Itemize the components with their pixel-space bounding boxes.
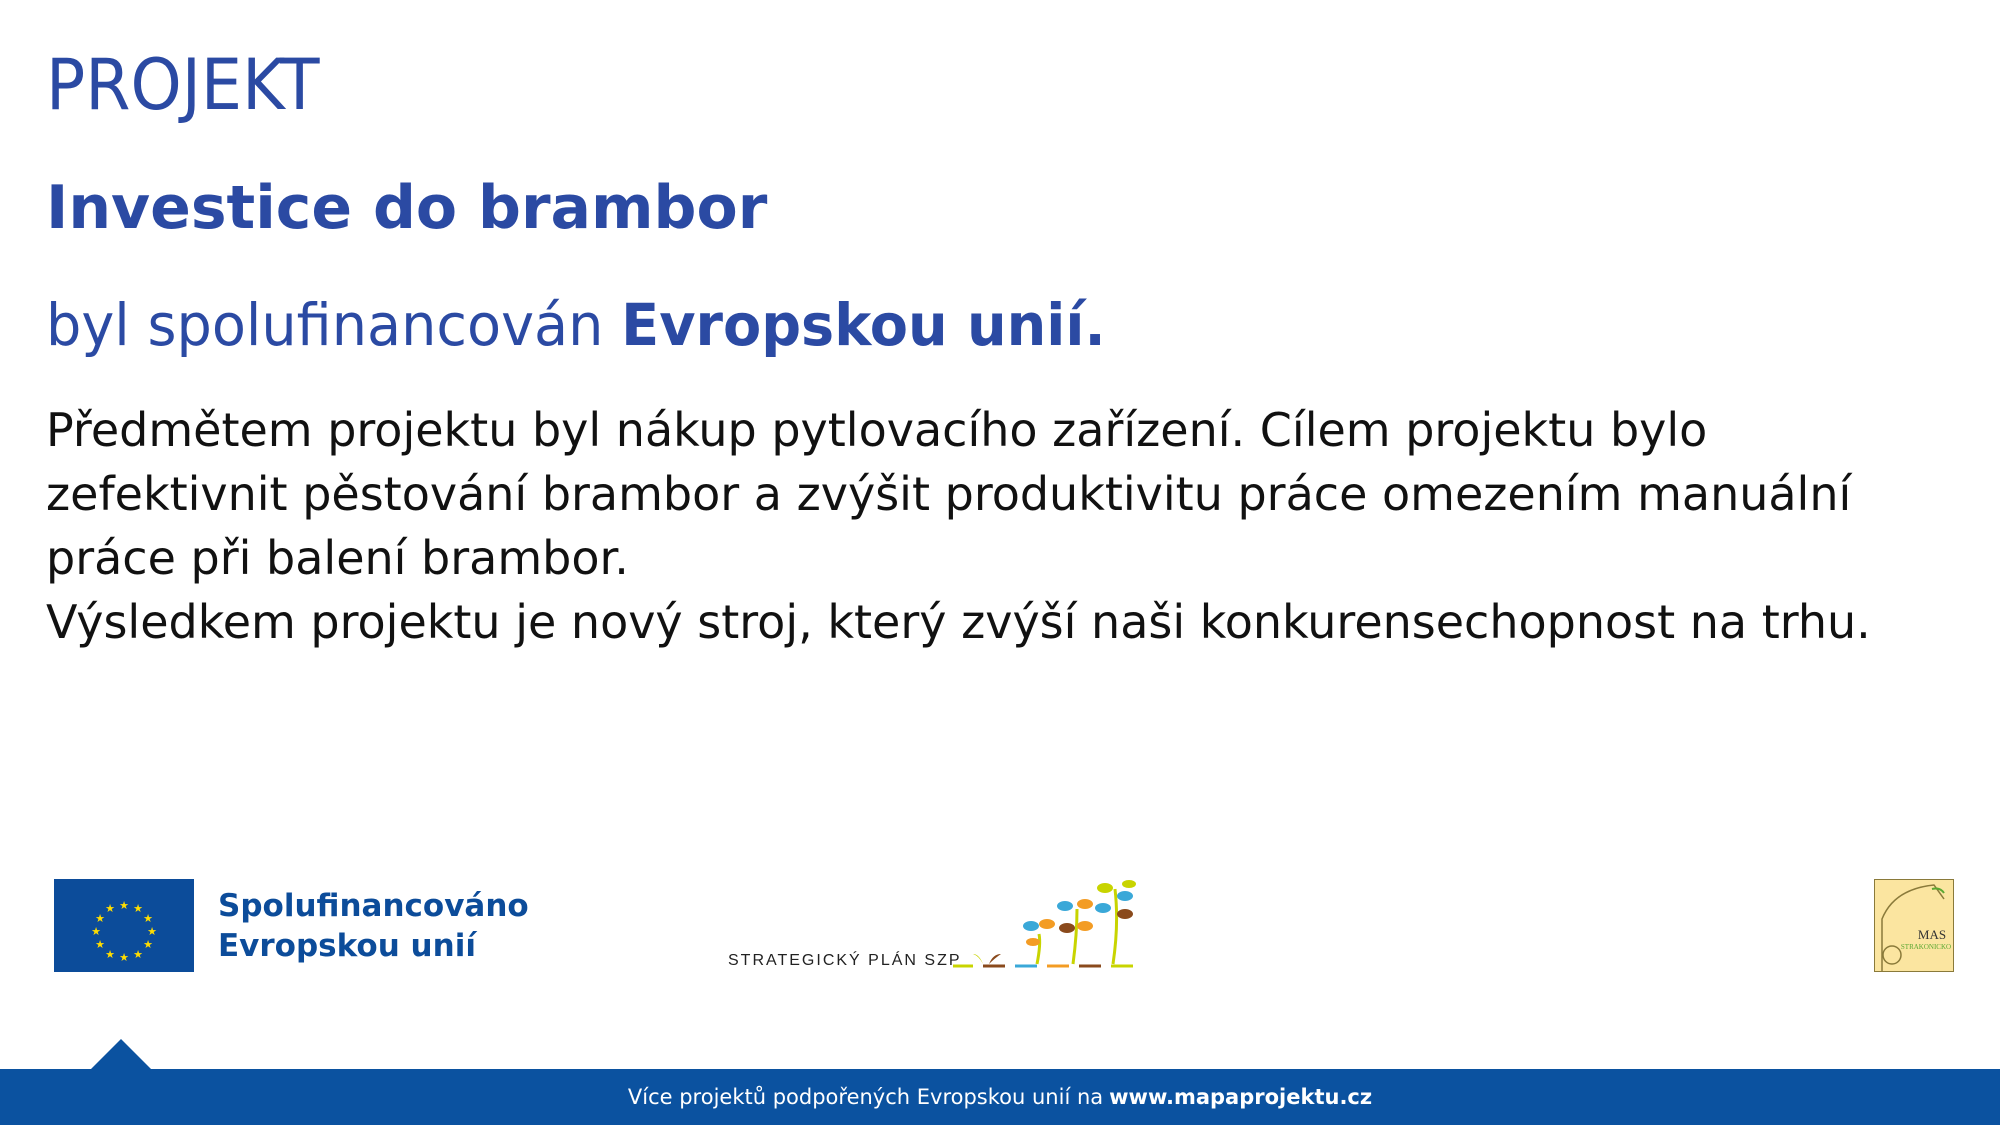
eu-logo-line: Spolufinancováno <box>218 887 529 924</box>
project-title: Investice do brambor <box>46 173 768 243</box>
svg-text:★: ★ <box>119 951 129 964</box>
svg-text:★: ★ <box>95 912 105 925</box>
cofinanced-prefix: byl spolufinancován <box>46 291 604 359</box>
sprouts-icon <box>953 876 1193 976</box>
svg-text:★: ★ <box>95 938 105 951</box>
svg-text:★: ★ <box>147 925 157 938</box>
cofinanced-bold: Evropskou unií. <box>621 291 1106 359</box>
svg-text:★: ★ <box>119 899 129 912</box>
footer-text: Více projektů podpořených Evropskou unií na <box>627 1085 1104 1109</box>
eu-flag-icon <box>54 879 194 972</box>
szp-logo-text: STRATEGICKÝ PLÁN SZP <box>728 952 962 969</box>
cofinanced-line <box>46 291 1106 359</box>
footer-bar <box>0 1069 2000 1125</box>
project-description <box>46 398 1946 654</box>
footer-tab-decoration <box>90 1039 152 1070</box>
svg-text:★: ★ <box>91 925 101 938</box>
svg-text:★: ★ <box>105 948 115 961</box>
footer-link[interactable]: www.mapaprojektu.cz <box>1109 1085 1373 1109</box>
svg-text:★: ★ <box>133 902 143 915</box>
eu-cofinanced-logo <box>54 879 529 972</box>
mas-logo-text: MAS <box>1917 927 1947 942</box>
svg-text:★: ★ <box>133 948 143 961</box>
strategic-plan-logo <box>728 876 1188 976</box>
eu-logo-line: Evropskou unií <box>218 927 476 964</box>
svg-text:★: ★ <box>143 938 153 951</box>
description-paragraph: Výsledkem projektu je nový stroj, který zvýší naši konkurensechopnost na trhu. <box>46 595 1871 649</box>
description-paragraph: Předmětem projektu byl nákup pytlovacího zařízení. Cílem projektu bylo zefektivnit pěstování brambor a zvýšit produktivitu práce omezením manuální práce při balení brambor. <box>46 403 1852 585</box>
svg-text:★: ★ <box>143 912 153 925</box>
svg-text:★: ★ <box>105 902 115 915</box>
mas-logo-subtext: STRAKONICKO <box>1900 943 1952 951</box>
mas-logo <box>1874 879 1954 972</box>
page-label: PROJEKT <box>46 44 320 126</box>
